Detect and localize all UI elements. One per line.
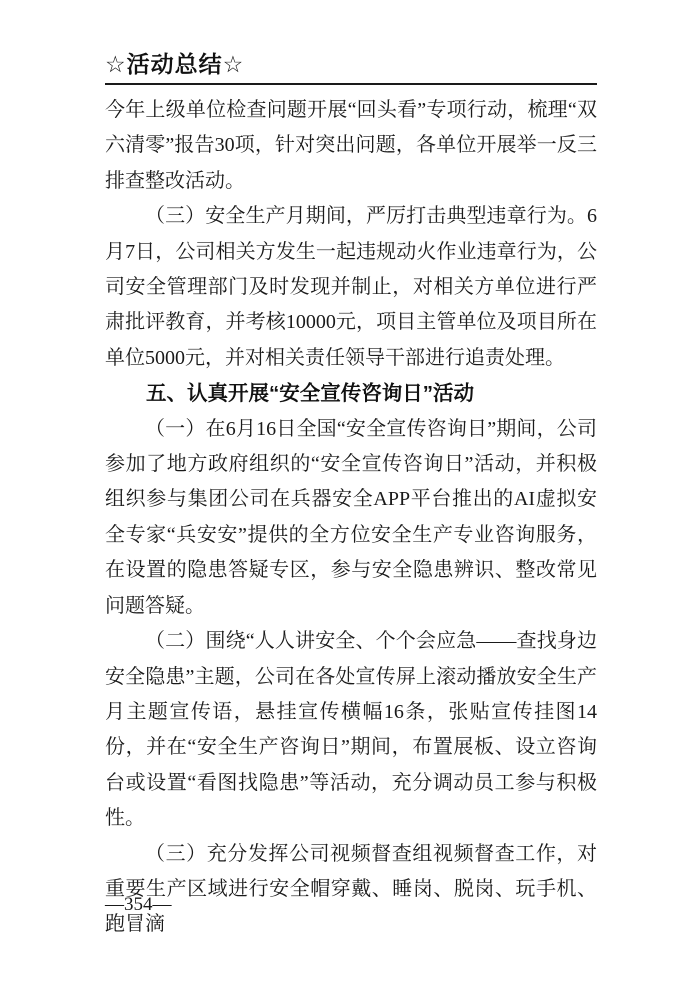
page-number: —354— <box>105 894 172 915</box>
section-heading: 五、认真开展“安全宣传咨询日”活动 <box>146 382 474 406</box>
body-paragraph: （二）围绕“人人讲安全、个个会应急——查找身边安全隐患”主题，公司在各处宣传屏上滚动播放安全生产月主题宣传语，悬挂宣传横幅16条，张贴宣传挂图14份，并在“安全生产咨询日”期间，布置展板、设立咨询台或设置“看图找隐患”等活动，充分调动员工参与积极性。 <box>105 630 597 830</box>
document-body <box>105 93 597 943</box>
page-header <box>105 50 597 85</box>
header-title: ☆活动总结☆ <box>105 51 245 77</box>
body-paragraph: 今年上级单位检查问题开展“回头看”专项行动，梳理“双六清零”报告30项，针对突出问题，各单位开展举一反三排查整改活动。 <box>105 99 597 192</box>
body-paragraph: （三）安全生产月期间，严厉打击典型违章行为。6月7日，公司相关方发生一起违规动火作业违章行为，公司安全管理部门及时发现并制止，对相关方单位进行严肃批评教育，并考核10000元，项目主管单位及项目所在单位5000元，并对相关责任领导干部进行追责处理。 <box>105 205 597 369</box>
body-paragraph: （三）充分发挥公司视频督查组视频督查工作，对重要生产区域进行安全帽穿戴、睡岗、脱岗、玩手机、跑冒滴 <box>105 842 597 936</box>
body-paragraph: （一）在6月16日全国“安全宣传咨询日”期间，公司参加了地方政府组织的“安全宣传咨询日”活动，并积极组织参与集团公司在兵器安全APP平台推出的AI虚拟安全专家“兵安安”提供的全方位安全生产专业咨询服务，在设置的隐患答疑专区，参与安全隐患辨识、整改常见问题答疑。 <box>105 417 597 617</box>
